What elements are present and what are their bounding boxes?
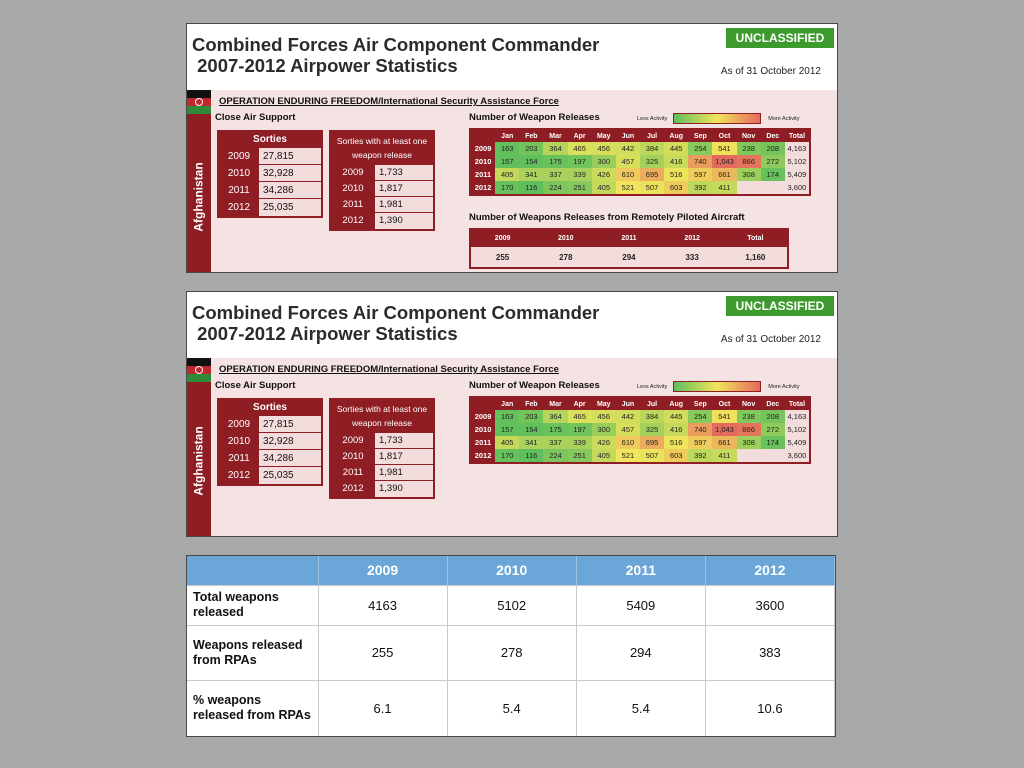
afghanistan-flag-icon [187, 90, 211, 114]
heat-cell: 610 [616, 436, 640, 449]
summary-cell: 5.4 [576, 680, 705, 736]
heat-cell: 597 [688, 436, 712, 449]
activity-gradient-bar [673, 381, 761, 392]
heat-cell: 456 [592, 410, 616, 423]
summary-cell: 3600 [705, 585, 834, 625]
heat-cell: 170 [495, 449, 519, 462]
month-header: Jul [646, 400, 658, 408]
table-row: 2009 27,815 [219, 416, 321, 433]
heat-cell [761, 449, 785, 462]
heat-cell: 308 [737, 168, 761, 181]
sorties-table [217, 130, 323, 218]
classification-badge: UNCLASSIFIED [726, 28, 834, 48]
heat-cell: 174 [761, 436, 785, 449]
heat-cell: 411 [712, 181, 736, 194]
month-header: Oct [718, 400, 731, 408]
heat-cell: 272 [761, 155, 785, 168]
summary-header: 2011 [576, 556, 705, 585]
summary-cell: 10.6 [705, 680, 834, 736]
year-cell: 2010 [471, 155, 495, 168]
table-row: 2009 27,815 [219, 148, 321, 165]
heat-cell: 339 [568, 436, 592, 449]
heat-cell: 610 [616, 168, 640, 181]
operation-title: OPERATION ENDURING FREEDOM/International Security Assistance Force [219, 96, 559, 107]
rpa-label: Number of Weapons Releases from Remotely Piloted Aircraft [469, 212, 745, 223]
summary-cell: 5409 [576, 585, 705, 625]
row-label: Weapons released from RPAs [187, 625, 318, 680]
heat-cell: 603 [664, 181, 688, 194]
heat-cell: 695 [640, 168, 664, 181]
total-cell: 5,409 [785, 168, 809, 181]
month-header: Jan [501, 400, 514, 408]
month-header: Apr [573, 132, 586, 140]
legend-less: Less Activity [637, 115, 668, 122]
table-row [471, 449, 809, 462]
summary-header [187, 556, 318, 585]
month-header: Nov [742, 132, 756, 140]
table-row: 2009 1,733 [331, 433, 433, 449]
total-cell: 3,600 [785, 449, 809, 462]
table-row: 2011 34,286 [219, 182, 321, 199]
summary-cell: 278 [447, 625, 576, 680]
heat-cell: 251 [568, 181, 592, 194]
heat-cell: 163 [495, 142, 519, 155]
table-row: 2010 32,928 [219, 433, 321, 450]
operation-title: OPERATION ENDURING FREEDOM/International Security Assistance Force [219, 364, 559, 375]
slide-title: Combined Forces Air Component Commander 2007-2012 Airpower Statistics [192, 34, 600, 76]
year-cell: 2009 [471, 142, 495, 155]
sorties-weapon-table [329, 398, 435, 499]
heat-cell: 411 [712, 449, 736, 462]
heat-cell: 426 [592, 436, 616, 449]
total-cell: 4,163 [785, 142, 809, 155]
month-header: Total [788, 132, 806, 140]
heat-cell: 208 [761, 142, 785, 155]
total-cell: 4,163 [785, 410, 809, 423]
month-header: Sep [693, 400, 707, 408]
sorties-weapon-header: Sorties with at least one weapon release [336, 404, 428, 428]
heat-cell: 224 [543, 449, 567, 462]
table-row: 2011 34,286 [219, 450, 321, 467]
cas-label: Close Air Support [215, 112, 296, 123]
total-cell: 5,102 [785, 423, 809, 436]
heat-cell: 516 [664, 436, 688, 449]
rpa-value: 1,160 [724, 247, 787, 267]
heat-cell: 405 [495, 436, 519, 449]
weapon-releases-table [469, 128, 811, 196]
sorties-weapon-header: Sorties with at least one weapon release [336, 136, 428, 160]
table-row: 2012 25,035 [219, 467, 321, 484]
month-header: Feb [525, 400, 538, 408]
month-header: Total [788, 400, 806, 408]
heat-cell: 238 [737, 142, 761, 155]
slide-2 [186, 291, 838, 537]
activity-legend [637, 113, 799, 124]
month-header: Jun [621, 400, 635, 408]
heat-cell: 392 [688, 449, 712, 462]
month-header: Dec [766, 400, 780, 408]
heat-cell: 426 [592, 168, 616, 181]
heat-cell: 170 [495, 181, 519, 194]
heat-cell: 308 [737, 436, 761, 449]
month-header: Dec [766, 132, 780, 140]
heat-cell: 203 [519, 142, 543, 155]
summary-header: 2010 [447, 556, 576, 585]
heat-cell: 405 [592, 181, 616, 194]
heat-cell: 541 [712, 410, 736, 423]
table-row [471, 410, 809, 423]
heat-cell: 465 [568, 410, 592, 423]
slide-title: Combined Forces Air Component Commander 2007-2012 Airpower Statistics [192, 302, 600, 344]
summary-cell: 6.1 [318, 680, 447, 736]
table-row [471, 155, 809, 168]
heat-cell: 457 [616, 423, 640, 436]
table-row [471, 142, 809, 155]
weapon-releases-table [469, 396, 811, 464]
summary-cell: 255 [318, 625, 447, 680]
heat-cell: 175 [543, 155, 567, 168]
summary-header: 2012 [705, 556, 834, 585]
heat-cell: 384 [640, 410, 664, 423]
heat-cell: 465 [568, 142, 592, 155]
heat-cell: 442 [616, 142, 640, 155]
table-row: 2009 1,733 [331, 165, 433, 181]
table-row [187, 625, 835, 680]
heat-cell: 157 [495, 155, 519, 168]
heat-cell: 337 [543, 436, 567, 449]
summary-header: 2009 [318, 556, 447, 585]
weapon-releases-label: Number of Weapon Releases [469, 380, 600, 391]
heat-cell: 695 [640, 436, 664, 449]
heat-cell: 1,043 [712, 155, 736, 168]
table-row: 2011 1,981 [331, 465, 433, 481]
corner-cell [471, 130, 495, 142]
heat-cell: 116 [519, 449, 543, 462]
heat-cell: 364 [543, 410, 567, 423]
table-row [187, 585, 835, 625]
month-header: May [596, 132, 611, 140]
summary-cell: 5102 [447, 585, 576, 625]
heat-cell: 445 [664, 410, 688, 423]
month-header: Apr [573, 400, 586, 408]
month-header: Mar [549, 132, 562, 140]
cas-label: Close Air Support [215, 380, 296, 391]
afghanistan-flag-icon [187, 358, 211, 382]
rpa-header: 2011 [621, 235, 637, 242]
heat-cell: 300 [592, 155, 616, 168]
heat-cell: 238 [737, 410, 761, 423]
month-header: Feb [525, 132, 538, 140]
total-cell: 3,600 [785, 181, 809, 194]
total-cell: 5,409 [785, 436, 809, 449]
table-row: 2011 1,981 [331, 197, 433, 213]
table-row [471, 181, 809, 194]
heat-cell: 254 [688, 142, 712, 155]
heat-cell: 521 [616, 449, 640, 462]
heat-cell: 157 [495, 423, 519, 436]
year-cell: 2010 [471, 423, 495, 436]
heat-cell: 457 [616, 155, 640, 168]
table-row [471, 436, 809, 449]
month-header: Aug [669, 400, 683, 408]
sorties-table [217, 398, 323, 486]
table-row [187, 680, 835, 736]
rpa-header: Total [747, 235, 764, 242]
heat-cell: 300 [592, 423, 616, 436]
slide-header [187, 292, 837, 358]
year-cell: 2011 [471, 168, 495, 181]
heat-cell: 224 [543, 181, 567, 194]
sorties-weapon-table [329, 130, 435, 231]
year-cell: 2011 [471, 436, 495, 449]
table-row: 2012 1,390 [331, 213, 433, 229]
heat-cell: 197 [568, 423, 592, 436]
summary-cell: 5.4 [447, 680, 576, 736]
heat-cell: 661 [712, 436, 736, 449]
as-of-date: As of 31 October 2012 [720, 334, 821, 345]
heat-cell: 661 [712, 168, 736, 181]
month-header: Sep [693, 132, 707, 140]
weapon-releases-label: Number of Weapon Releases [469, 112, 600, 123]
heat-cell: 416 [664, 155, 688, 168]
slide-header [187, 24, 837, 90]
heat-cell: 521 [616, 181, 640, 194]
summary-cell: 294 [576, 625, 705, 680]
heat-cell: 208 [761, 410, 785, 423]
heat-cell: 507 [640, 181, 664, 194]
heat-cell: 516 [664, 168, 688, 181]
heat-cell: 154 [519, 155, 543, 168]
month-header: Jul [646, 132, 658, 140]
heat-cell [761, 181, 785, 194]
heat-cell: 597 [688, 168, 712, 181]
heat-cell: 392 [688, 181, 712, 194]
heat-cell: 341 [519, 168, 543, 181]
corner-cell [471, 398, 495, 410]
heat-cell: 740 [688, 155, 712, 168]
heat-cell: 364 [543, 142, 567, 155]
summary-cell: 383 [705, 625, 834, 680]
month-header: Jun [621, 132, 635, 140]
activity-legend [637, 381, 799, 392]
heat-cell: 1,043 [712, 423, 736, 436]
table-row [471, 423, 809, 436]
table-row: 2012 25,035 [219, 199, 321, 216]
legend-less: Less Activity [637, 383, 668, 390]
total-cell: 5,102 [785, 155, 809, 168]
table-row [471, 168, 809, 181]
heat-cell: 325 [640, 423, 664, 436]
heat-cell: 272 [761, 423, 785, 436]
country-label: Afghanistan [192, 162, 206, 232]
month-header: May [596, 400, 611, 408]
heat-cell: 251 [568, 449, 592, 462]
heat-cell: 507 [640, 449, 664, 462]
heat-cell: 405 [592, 449, 616, 462]
heat-cell: 866 [737, 155, 761, 168]
heat-cell [737, 449, 761, 462]
heat-cell: 384 [640, 142, 664, 155]
heat-cell: 405 [495, 168, 519, 181]
rpa-value: 255 [471, 247, 534, 267]
heat-cell: 325 [640, 155, 664, 168]
classification-badge: UNCLASSIFIED [726, 296, 834, 316]
year-cell: 2012 [471, 181, 495, 194]
legend-more: More Activity [768, 383, 800, 390]
table-row: 2010 32,928 [219, 165, 321, 182]
month-header: Aug [669, 132, 683, 140]
summary-table [186, 555, 836, 737]
rpa-value: 294 [597, 247, 660, 267]
country-label: Afghanistan [192, 426, 206, 496]
heat-cell: 442 [616, 410, 640, 423]
heat-cell: 116 [519, 181, 543, 194]
as-of-date: As of 31 October 2012 [720, 66, 821, 77]
heat-cell: 163 [495, 410, 519, 423]
month-header: Jan [501, 132, 514, 140]
table-row: 2012 1,390 [331, 481, 433, 497]
sorties-header: Sorties [253, 134, 287, 145]
table-row: 2010 1,817 [331, 181, 433, 197]
rpa-header: 2009 [494, 235, 511, 242]
rpa-header: 2012 [684, 235, 700, 242]
year-cell: 2012 [471, 449, 495, 462]
heat-cell: 154 [519, 423, 543, 436]
heat-cell: 866 [737, 423, 761, 436]
sorties-header: Sorties [253, 402, 287, 413]
heat-cell: 740 [688, 423, 712, 436]
heat-cell: 175 [543, 423, 567, 436]
rpa-table [469, 228, 789, 269]
heat-cell: 174 [761, 168, 785, 181]
heat-cell: 337 [543, 168, 567, 181]
activity-gradient-bar [673, 113, 761, 124]
heat-cell: 203 [519, 410, 543, 423]
legend-more: More Activity [768, 115, 800, 122]
summary-header-row [187, 556, 835, 585]
heat-cell: 254 [688, 410, 712, 423]
table-row: 2010 1,817 [331, 449, 433, 465]
month-header: Nov [742, 400, 756, 408]
month-header: Mar [549, 400, 562, 408]
heat-cell: 341 [519, 436, 543, 449]
summary-cell: 4163 [318, 585, 447, 625]
heat-cell: 416 [664, 423, 688, 436]
heat-cell: 197 [568, 155, 592, 168]
heat-cell: 541 [712, 142, 736, 155]
heat-cell: 339 [568, 168, 592, 181]
rpa-header: 2010 [557, 235, 574, 242]
rpa-value: 278 [534, 247, 597, 267]
heat-cell: 456 [592, 142, 616, 155]
slide-1 [186, 23, 838, 273]
heat-cell: 603 [664, 449, 688, 462]
heat-cell [737, 181, 761, 194]
rpa-value: 333 [661, 247, 724, 267]
year-cell: 2009 [471, 410, 495, 423]
row-label: % weapons released from RPAs [187, 680, 318, 736]
month-header: Oct [718, 132, 731, 140]
row-label: Total weapons released [187, 585, 318, 625]
heat-cell: 445 [664, 142, 688, 155]
